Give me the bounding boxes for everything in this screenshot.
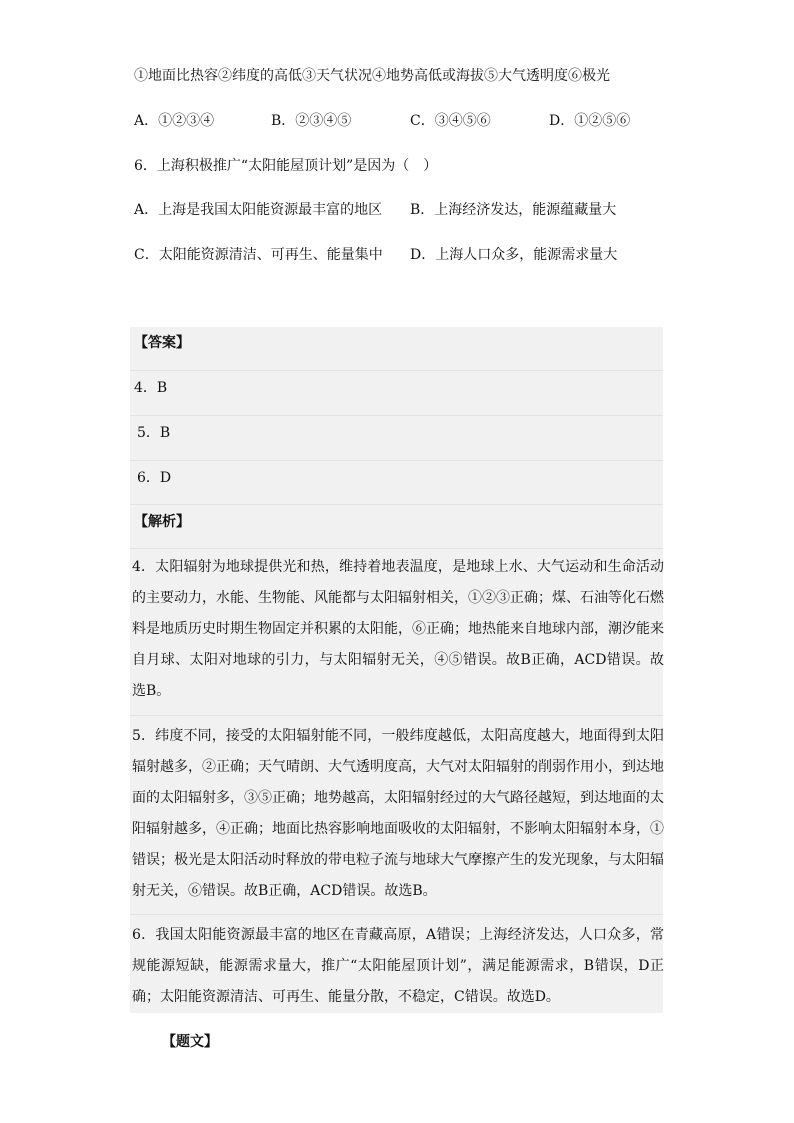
- panel-divider: [130, 548, 663, 549]
- answer-item: 5．B: [137, 425, 171, 441]
- panel-divider: [130, 415, 663, 416]
- analysis-paragraph: 6．我国太阳能资源最丰富的地区在青藏高原，A错误；上海经济发达，人口众多，常规能源短缺，能源需求量大，推广“太阳能屋顶计划”，满足能源需求，B错误，D正确；太阳能资源清洁、可再生、能量分散，不稳定，C错误。故选D。: [132, 927, 664, 1005]
- q5-option-c: C．③④⑤⑥: [410, 113, 491, 129]
- q5-option-a: A．①②③④: [134, 113, 215, 129]
- q6-stem: 6．上海积极推广“太阳能屋顶计划”是因为（ ）: [134, 158, 438, 174]
- q6-option-a: A．上海是我国太阳能资源最丰富的地区: [134, 202, 383, 218]
- panel-divider: [130, 370, 663, 371]
- answer-item: 6．D: [137, 470, 172, 486]
- q6-option-b: B．上海经济发达，能源蕴藏量大: [410, 202, 617, 218]
- panel-divider: [130, 504, 663, 505]
- q6-option-c: C．太阳能资源清洁、可再生、能量集中: [134, 247, 383, 263]
- panel-divider: [130, 715, 663, 716]
- q5-option-d: D．①②⑤⑥: [549, 113, 631, 129]
- q5-option-b: B．②③④⑤: [271, 113, 352, 129]
- panel-divider: [130, 460, 663, 461]
- answer-heading: 【答案】: [134, 335, 190, 351]
- analysis-paragraph: 4．太阳辐射为地球提供光和热，维持着地表温度，是地球上水、大气运动和生命活动的主要动力，水能、生物能、风能都与太阳辐射相关，①②③正确；煤、石油等化石燃料是地质历史时期生物固定并积累的太阳能，⑥正确；地热能来自地球内部，潮汐能来自月球、太阳对地球的引力，与太阳辐射无关，④⑤错误。故B正确，ACD错误。故选B。: [132, 559, 664, 699]
- factors-line: ①地面比热容②纬度的高低③天气状况④地势高低或海拔⑤大气透明度⑥极光: [134, 68, 610, 84]
- analysis-heading: 【解析】: [134, 514, 190, 530]
- panel-divider: [130, 914, 663, 915]
- answer-item: 4．B: [134, 380, 168, 396]
- analysis-paragraph: 5．纬度不同，接受的太阳辐射能不同，一般纬度越低，太阳高度越大，地面得到太阳辐射越多，②正确；天气晴朗、大气透明度高，大气对太阳辐射的削弱作用小，到达地面的太阳辐射多，③⑤正确；地势越高，太阳辐射经过的大气路径越短，到达地面的太阳辐射越多，④正确；地面比热容影响地面吸收的太阳辐射，不影响太阳辐射本身，①错误；极光是太阳活动时释放的带电粒子流与地球大气摩擦产生的发光现象，与太阳辐射无关，⑥错误。故B正确，ACD错误。故选B。: [132, 728, 664, 899]
- q6-option-d: D．上海人口众多，能源需求量大: [410, 247, 618, 263]
- next-question-heading: 【题文】: [162, 1034, 218, 1050]
